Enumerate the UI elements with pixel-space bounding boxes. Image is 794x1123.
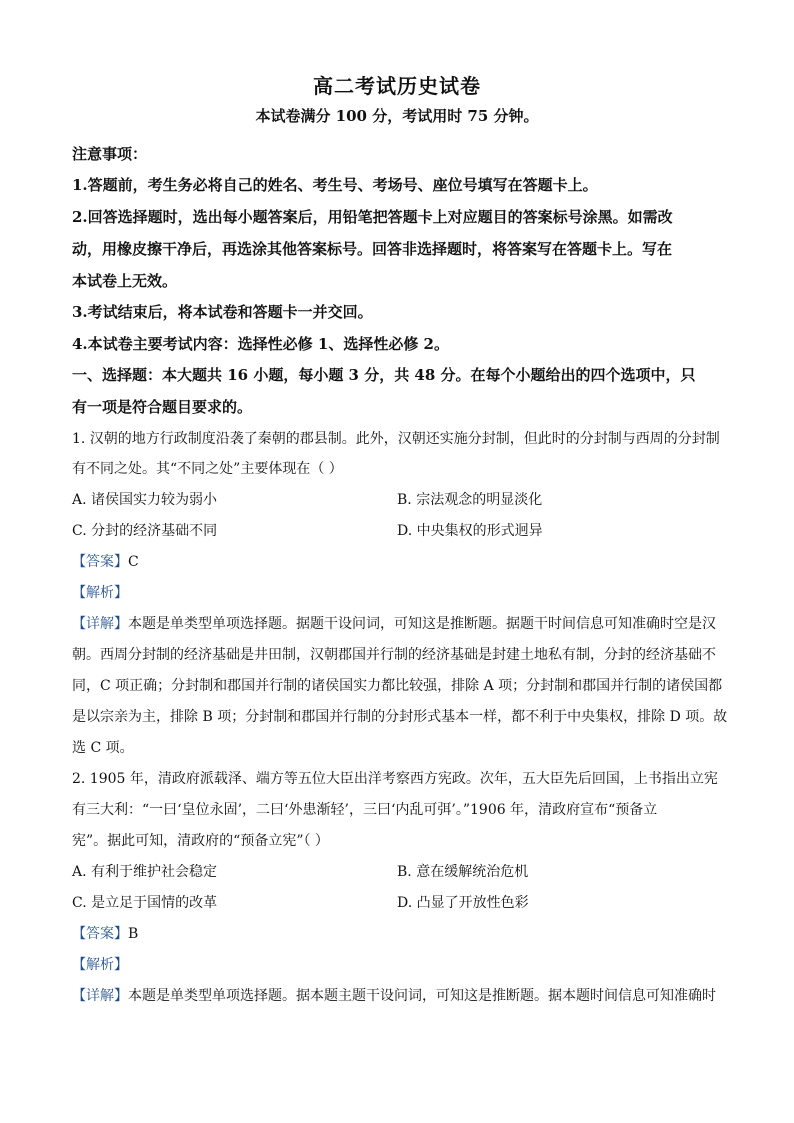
option-b: B. 宗法观念的明显淡化 [397, 492, 543, 508]
analysis-label: 【解析】 [72, 585, 128, 601]
option-d: D. 凸显了开放性色彩 [397, 895, 529, 911]
notice-item: 动，用橡皮擦干净后，再选涂其他答案标号。回答非选择题时，将答案写在答题卡上。写在 [72, 240, 673, 258]
notice-item: 本试卷上无效。 [72, 272, 178, 290]
analysis-label: 【解析】 [72, 957, 128, 973]
notice-item: 3.考试结束后，将本试卷和答题卡一并交回。 [72, 303, 373, 321]
answer-label: 【答案】 [72, 554, 128, 570]
detail-text: 同，C 项正确；分封制和郡国并行制的诸侯国实力都比较强，排除 A 项；分封制和郡国并行制的诸侯国都 [72, 678, 723, 694]
question-stem: 有不同之处。其“不同之处”主要体现在（ ） [72, 461, 343, 477]
option-b: B. 意在缓解统治危机 [397, 864, 529, 880]
answer-label: 【答案】 [72, 926, 128, 942]
detail-text: 是以宗亲为主，排除 B 项；分封制和郡国并行制的分封形式基本一样，都不利于中央集权，排除 D 项。故 [72, 709, 728, 725]
option-d: D. 中央集权的形式迥异 [397, 523, 543, 539]
question-stem: 2. 1905 年，清政府派载泽、端方等五位大臣出洋考察西方宪政。次年，五大臣先后回国，上书指出立宪 [72, 771, 718, 787]
option-c: C. 分封的经济基础不同 [72, 523, 218, 539]
answer-line [72, 923, 138, 943]
section-heading: 有一项是符合题目要求的。 [72, 398, 253, 416]
detail-line [72, 985, 716, 1005]
answer-line [72, 551, 139, 571]
notice-heading: 注意事项： [72, 145, 148, 163]
detail-text: 本题是单类型单项选择题。据本题主题干设问词，可知这是推断题。据本题时间信息可知准确时 [128, 988, 716, 1004]
answer-value: B [128, 926, 139, 942]
notice-item: 1.答题前，考生务必将自己的姓名、考生号、考场号、座位号填写在答题卡上。 [72, 176, 598, 194]
option-a: A. 诸侯国实力较为弱小 [72, 492, 218, 508]
detail-text: 选 C 项。 [72, 740, 134, 756]
question-stem: 1. 汉朝的地方行政制度沿袭了秦朝的郡县制。此外，汉朝还实施分封制，但此时的分封制与西周的分封制 [72, 431, 720, 447]
question-stem: 宪”。据此可知，清政府的“预备立宪”（ ） [72, 833, 329, 849]
notice-item: 2.回答选择题时，选出每小题答案后，用铅笔把答题卡上对应题目的答案标号涂黑。如需改 [72, 208, 673, 226]
exam-info: 本试卷满分 100 分，考试用时 75 分钟。 [255, 107, 539, 125]
option-a: A. 有利于维护社会稳定 [72, 864, 218, 880]
detail-line [72, 613, 716, 633]
notice-item: 4.本试卷主要考试内容：选择性必修 1、选择性必修 2。 [72, 335, 449, 353]
question-stem: 有三大利：“一曰‘皇位永固’，二曰‘外患渐轻’，三曰‘内乱可弭’。”1906 年，清政府宣布“预备立 [72, 802, 658, 818]
detail-label: 【详解】 [72, 616, 128, 632]
option-c: C. 是立足于国情的改革 [72, 895, 218, 911]
detail-text: 朝。西周分封制的经济基础是井田制，汉朝郡国并行制的经济基础是封建土地私有制，分封的经济基础不 [72, 647, 716, 663]
page-title: 高二考试历史试卷 [313, 74, 481, 98]
section-heading: 一、选择题：本大题共 16 小题，每小题 3 分，共 48 分。在每个小题给出的四个选项中，只 [72, 366, 696, 384]
answer-value: C [128, 554, 139, 570]
detail-label: 【详解】 [72, 988, 128, 1004]
detail-text: 本题是单类型单项选择题。据题干设问词，可知这是推断题。据题干时间信息可知准确时空是汉 [128, 616, 716, 632]
